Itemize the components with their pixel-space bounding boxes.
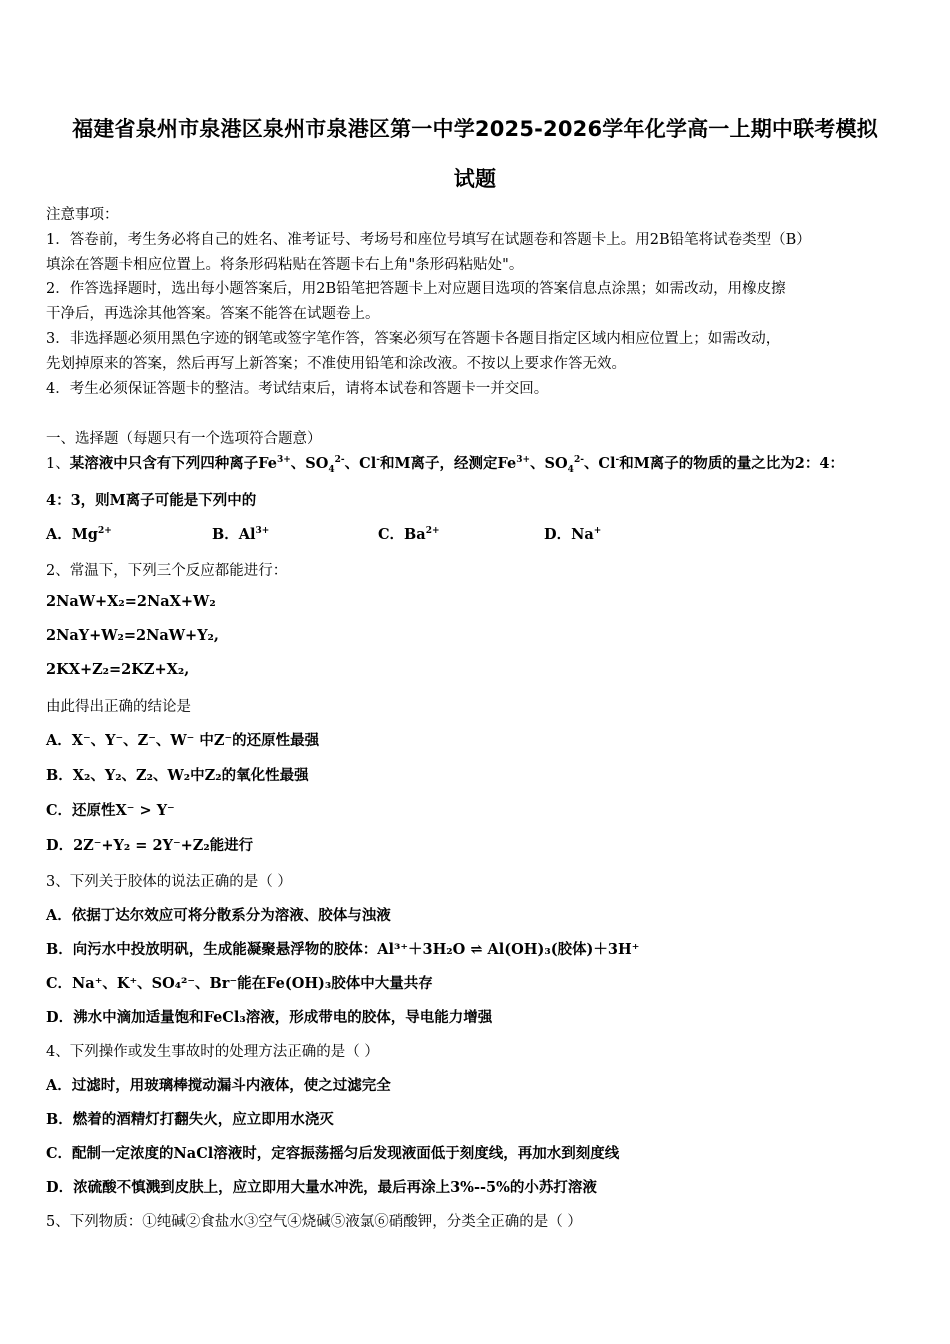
question-3-stem: 3、下列关于胶体的说法正确的是（ ） [46, 874, 292, 890]
option-c: C．$Ba^{2+}$ [378, 526, 440, 543]
question-1-options [46, 523, 906, 544]
option-d: D．沸水中滴加适量饱和FeCl₃溶液，形成带电的胶体，导电能力增强 [46, 1009, 493, 1026]
question-4-stem: 4、下列操作或发生事故时的处理方法正确的是（ ） [46, 1044, 379, 1060]
question-2-conclusion: 由此得出正确的结论是 [46, 699, 191, 715]
question-1-stem-cont: 4：3，则M离子可能是下列中的 [46, 492, 257, 509]
question-number: 1、 [46, 456, 70, 472]
option-b: B．向污水中投放明矾，生成能凝聚悬浮物的胶体：Al³⁺＋3H₂O ⇌ Al(OH)₃(胶体)＋3H⁺ [46, 941, 640, 958]
question-number: 2、 [46, 563, 70, 579]
option-d: D．Na+ [544, 526, 602, 543]
question-number: 4、 [46, 1044, 70, 1060]
notice-line: 3．非选择题必须用黑色字迹的钢笔或签字笔作答，答案必须写在答题卡各题目指定区域内相应位置上；如需改动， [46, 331, 781, 347]
notice-line: 干净后，再选涂其他答案。答案不能答在试题卷上。 [46, 306, 380, 322]
option-a: A．X⁻、Y⁻、Z⁻、W⁻ 中Z⁻的还原性最强 [46, 732, 320, 749]
option-b: B．$Al^{3+}$ [212, 526, 270, 543]
option-d: D．浓硫酸不慎溅到皮肤上，应立即用大量水冲洗，最后再涂上3%--5%的小苏打溶液 [46, 1179, 597, 1196]
option-c: C．配制一定浓度的NaCl溶液时，定容振荡摇匀后发现液面低于刻度线，再加水到刻度线 [46, 1145, 620, 1162]
option-b: B．燃着的酒精灯打翻失火，应立即用水浇灭 [46, 1111, 334, 1128]
option-c: C．还原性X⁻ > Y⁻ [46, 802, 175, 819]
notice-line: 2．作答选择题时，选出每小题答案后，用2B铅笔把答题卡上对应题目选项的答案信息点涂黑；如需改动，用橡皮擦 [46, 281, 786, 297]
option-a: A．过滤时，用玻璃棒搅动漏斗内液体，使之过滤完全 [46, 1077, 391, 1094]
option-c: C．Na⁺、K⁺、SO₄²⁻、Br⁻能在Fe(OH)₃胶体中大量共存 [46, 975, 433, 992]
notice-line: 先划掉原来的答案，然后再写上新答案；不准使用铅笔和涂改液。不按以上要求作答无效。 [46, 356, 626, 372]
question-2-stem: 2、常温下，下列三个反应都能进行： [46, 563, 288, 579]
option-a: A．$Mg^{2+}$ [46, 526, 112, 543]
reaction-3: 2KX+Z₂=2KZ+X₂, [46, 661, 190, 678]
question-5-stem: 5、下列物质：①纯碱②食盐水③空气④烧碱⑤液氯⑥硝酸钾，分类全正确的是（ ） [46, 1214, 582, 1230]
exam-title-line2: 试题 [453, 167, 497, 191]
option-a: A．依据丁达尔效应可将分散系分为溶液、胶体与浊液 [46, 907, 391, 924]
question-1-stem: 1、某溶液中只含有下列四种离子$Fe^{3+}$、$SO_4^{2-}$、Cl-和M离子，经测定$Fe^{3+}$、$SO_4^{2-}$、Cl-和M离子的物质的量之比为2：4： [46, 455, 844, 475]
question-number: 5、 [46, 1214, 70, 1230]
notice-heading: 注意事项： [46, 207, 119, 223]
option-b: B．X₂、Y₂、Z₂、W₂中Z₂的氧化性最强 [46, 767, 309, 784]
reaction-1: 2NaW+X₂=2NaX+W₂ [46, 593, 216, 610]
section-heading: 一、选择题（每题只有一个选项符合题意） [46, 431, 322, 447]
exam-title-line1: 福建省泉州市泉港区泉州市泉港区第一中学2025-2026学年化学高一上期中联考模拟 [72, 117, 878, 141]
notice-line: 1．答卷前，考生务必将自己的姓名、准考证号、考场号和座位号填写在试题卷和答题卡上。用2B铅笔将试卷类型（B） [46, 232, 811, 248]
option-d: D．2Z⁻+Y₂ = 2Y⁻+Z₂能进行 [46, 837, 254, 854]
question-number: 3、 [46, 874, 70, 890]
reaction-2: 2NaY+W₂=2NaW+Y₂, [46, 627, 219, 644]
notice-line: 填涂在答题卡相应位置上。将条形码粘贴在答题卡右上角"条形码粘贴处"。 [46, 257, 524, 273]
notice-line: 4．考生必须保证答题卡的整洁。考试结束后，请将本试卷和答题卡一并交回。 [46, 381, 549, 397]
